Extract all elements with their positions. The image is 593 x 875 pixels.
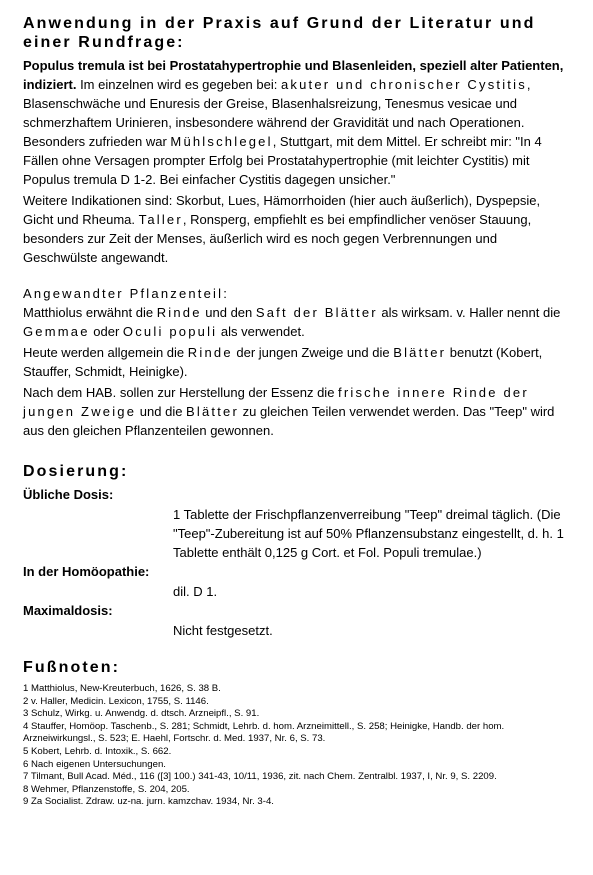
spaced-term: Rinde <box>156 305 202 320</box>
spaced-name: Mühlschlegel <box>170 134 273 149</box>
document-page <box>23 14 568 809</box>
text-run: , Blasenschwäche und Enuresis der Greise, Blasenhalsreizung, Tenesmus vesicae und schmerzhaftem Urinieren, insbesondere während der Gravidität und nach Operationen. Besonders zufrieden war <box>23 77 531 149</box>
footnote-item: 1 Matthiolus, New-Kreuterbuch, 1626, S. 38 B. <box>23 683 221 694</box>
section-title-pflanzenteil: Angewandter Pflanzenteil: <box>23 286 230 301</box>
spaced-term: Blätter <box>393 345 447 360</box>
spaced-name: Taller <box>138 212 183 227</box>
text-run: Nach dem HAB. sollen zur Herstellung der Essenz die <box>23 385 339 400</box>
section-title-praxis: Anwendung in der Praxis auf Grund der Literatur und einer Rundfrage: <box>23 15 536 51</box>
footnote-item: 7 Tilmant, Bull Acad. Méd., 116 ([3] 100.) 341-43, 10/11, 1936, zit. nach Chem. Zentralbl. 1937, I, Nr. 9, S. 2209. <box>23 771 497 783</box>
usual-dose-value: 1 Tablette der Frischpflanzenverreibung "Teep" dreimal täglich. (Die "Teep"-Zubereitung ist auf 50% Pflanzensubstanz eingestellt, d. h. 1 Tablette enthält 0,125 g Cort. et Fol. Populi tremulae.) <box>173 507 564 560</box>
footnote-item: 8 Wehmer, Pflanzenstoffe, S. 204, 205. <box>23 783 190 795</box>
text-run: der jungen Zweige und die <box>232 345 394 360</box>
text-run: Heute werden allgemein die <box>23 345 188 360</box>
max-dose-label: Maximaldosis: <box>23 603 113 618</box>
spaced-term: Oculi populi <box>122 324 218 339</box>
text-run: als wirksam. v. Haller nennt die <box>377 305 561 320</box>
footnote-list <box>23 683 568 809</box>
text-run: Matthiolus erwähnt die <box>23 305 157 320</box>
footnote-item: 2 v. Haller, Medicin. Lexicon, 1755, S. 1146. <box>23 695 209 707</box>
footnote-item: 4 Stauffer, Homöop. Taschenb., S. 281; Schmidt, Lehrb. d. hom. Arzneimittell., S. 258; Heinigke, Handb. der hom. Arzneiwirkungsl., S. 523; E. Haehl, Fortschr. d. Med. 1937, Nr. 6, S. 73. <box>23 720 505 745</box>
max-dose-value: Nicht festgesetzt. <box>173 623 273 638</box>
spaced-term: akuter und chronischer Cystitis <box>280 77 527 92</box>
spaced-term: Rinde <box>187 345 233 360</box>
text-run: , Stuttgart, mit dem Mittel. Er schreibt mir: "In 4 Fällen ohne Versagen prompter Erfolg bei Prostatahypertrophie (mit leichter Cystitis) mit Populus tremula D 1-2. Bei einfacher Cystitis dagegen unsicher." <box>23 134 542 187</box>
section-title-fussnoten: Fußnoten: <box>23 659 121 676</box>
pflanzenteil-paragraph-1 <box>23 303 568 341</box>
text-run: oder <box>89 324 123 339</box>
pflanzenteil-paragraph-3 <box>23 383 568 440</box>
praxis-paragraph-2 <box>23 191 568 267</box>
section-title-dosierung: Dosierung: <box>23 463 129 480</box>
footnote-item: 3 Schulz, Wirkg. u. Anwendg. d. dtsch. Arzneipfl., S. 91. <box>23 708 260 720</box>
bold-indication: Populus tremula ist bei Prostatahypertrophie und Blasenleiden, speziell alter Patienten, indiziert. <box>23 58 564 92</box>
footnote-item: 9 Za Socialist. Zdraw. uz-na. jurn. kamzchav. 1934, Nr. 3-4. <box>23 796 274 808</box>
footnote-item: 6 Nach eigenen Untersuchungen. <box>23 758 166 770</box>
text-run: benutzt (Kobert, Stauffer, Schmidt, Heinigke). <box>23 345 543 379</box>
spaced-term: frische innere Rinde der jungen Zweige <box>23 385 529 419</box>
usual-dose-label: Übliche Dosis: <box>23 487 114 502</box>
text-run: Im einzelnen wird es gegeben bei: <box>76 77 281 92</box>
homoeopathy-label: In der Homöopathie: <box>23 564 150 579</box>
text-run: zu gleichen Teilen verwendet werden. Das "Teep" wird aus den gleichen Pflanzenteilen gewonnen. <box>23 404 555 438</box>
spaced-term: Gemmae <box>23 324 90 339</box>
praxis-paragraph-1 <box>23 56 568 189</box>
spaced-term: Saft der Blätter <box>255 305 378 320</box>
text-run: Weitere Indikationen sind: Skorbut, Lues, Hämorrhoiden (hier auch äußerlich), Dyspepsie, Gicht und Rheuma. <box>23 193 541 227</box>
spaced-term: Blätter <box>186 404 240 419</box>
text-run: und die <box>136 404 187 419</box>
text-run: und den <box>201 305 256 320</box>
text-run: als verwendet. <box>217 324 305 339</box>
pflanzenteil-paragraph-2 <box>23 343 568 381</box>
text-run: , Ronsperg, empfiehlt es bei empfindlicher venöser Stauung, besonders zur Zeit der Menses, äußerlich wird es noch gegen Verbrennungen und Geschwülste angewandt. <box>23 212 532 265</box>
homoeopathy-value: dil. D 1. <box>173 584 218 599</box>
footnote-item: 5 Kobert, Lehrb. d. Intoxik., S. 662. <box>23 745 172 757</box>
